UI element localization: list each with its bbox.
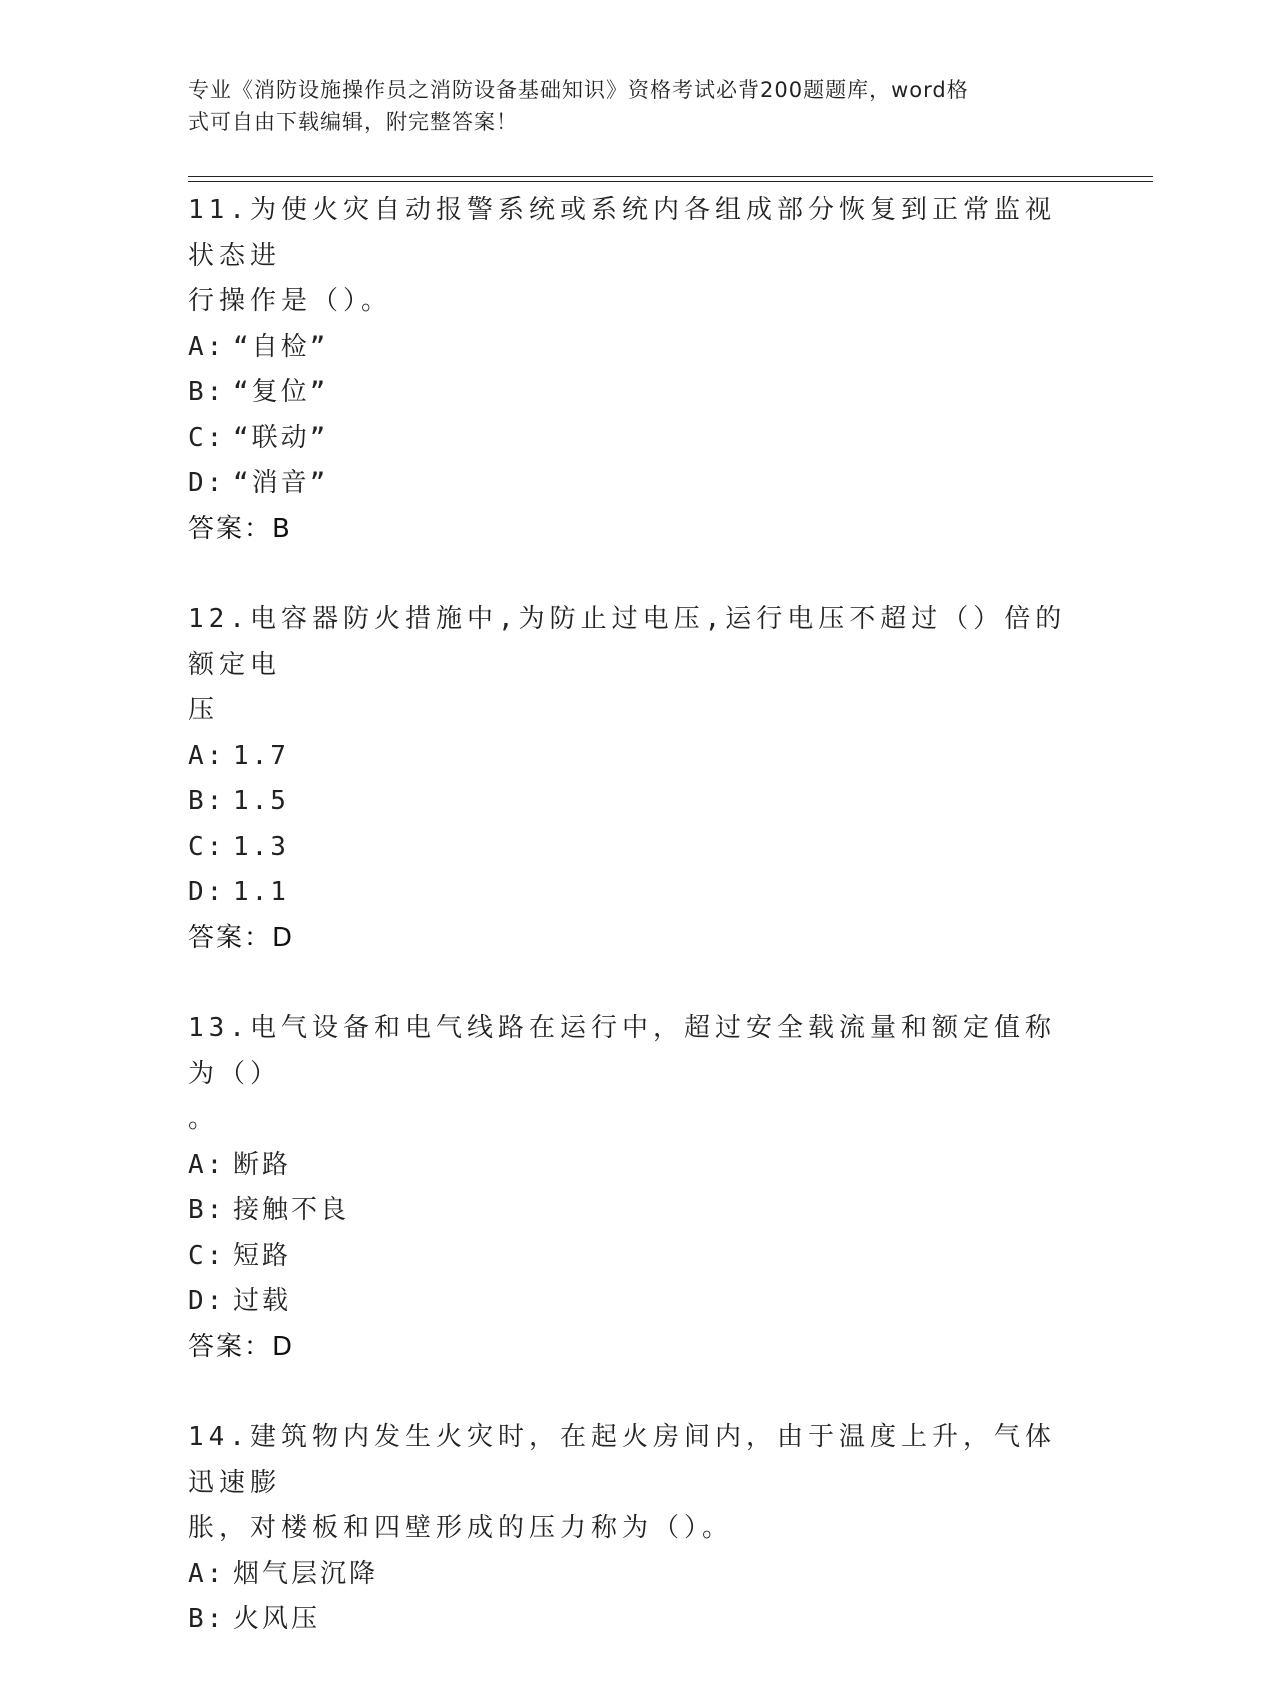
document-header (188, 74, 1088, 138)
question-stem-line-1: 11.为使火灾自动报警系统或系统内各组成部分恢复到正常监视状态进 (188, 195, 1056, 271)
option-text: “消音” (233, 468, 329, 498)
header-line-2: 式可自由下载编辑，附完整答案！ (188, 110, 518, 134)
option-a (188, 734, 1088, 780)
question-stem-line-1: 13.电气设备和电气线路在运行中，超过安全载流量和额定值称为（） (188, 1013, 1056, 1089)
option-label: A: (188, 1558, 226, 1589)
option-label: D: (188, 468, 226, 498)
option-label: A: (188, 740, 226, 771)
option-a (188, 1143, 1088, 1189)
option-b (188, 1597, 1088, 1643)
option-text: 断路 (233, 1149, 292, 1180)
option-c (188, 825, 1088, 871)
question-stem-line-2: 行操作是（）。 (188, 286, 393, 316)
question-stem-line-2: 。 (188, 1104, 220, 1134)
option-text: 火风压 (233, 1604, 321, 1634)
option-a (188, 325, 1088, 371)
option-label: D: (188, 877, 226, 907)
option-d (188, 1279, 1088, 1325)
question-stem-line-1: 14.建筑物内发生火灾时，在起火房间内，由于温度上升，气体迅速膨 (188, 1422, 1056, 1498)
answer-line: 答案：D (188, 922, 295, 953)
option-label: C: (188, 422, 226, 453)
option-label: C: (188, 831, 226, 862)
question-stem-line-2: 胀，对楼板和四壁形成的压力称为（）。 (188, 1513, 734, 1543)
option-text: 接触不良 (233, 1195, 350, 1225)
question-14 (188, 1415, 1088, 1643)
option-label: A: (188, 331, 226, 362)
option-c (188, 416, 1088, 462)
option-label: B: (188, 1195, 226, 1225)
question-stem-line-1: 12.电容器防火措施中,为防止过电压,运行电压不超过（）倍的额定电 (188, 604, 1067, 680)
question-stem (188, 597, 1078, 734)
option-text: 过载 (233, 1286, 292, 1316)
option-a (188, 1552, 1088, 1598)
question-12 (188, 597, 1088, 961)
option-d (188, 461, 1088, 507)
header-divider-top (188, 176, 1153, 177)
option-d (188, 870, 1088, 916)
option-text: 1.1 (233, 877, 289, 907)
option-label: C: (188, 1240, 226, 1271)
option-label: A: (188, 1149, 226, 1180)
option-text: “复位” (233, 377, 329, 407)
question-stem (188, 1006, 1078, 1143)
option-text: 烟气层沉降 (233, 1558, 379, 1589)
question-stem (188, 188, 1078, 325)
question-list (188, 188, 1088, 1688)
answer-line: 答案：D (188, 1331, 295, 1362)
answer-line: 答案：B (188, 513, 292, 544)
option-text: 短路 (233, 1240, 292, 1271)
option-text: “联动” (233, 422, 329, 453)
option-label: D: (188, 1286, 226, 1316)
option-b (188, 370, 1088, 416)
option-b (188, 1188, 1088, 1234)
header-divider-bottom (188, 181, 1153, 182)
question-stem (188, 1415, 1078, 1552)
option-label: B: (188, 1604, 226, 1634)
option-text: 1.3 (233, 831, 289, 862)
option-label: B: (188, 377, 226, 407)
option-text: “自检” (233, 331, 329, 362)
option-c (188, 1234, 1088, 1280)
option-b (188, 779, 1088, 825)
question-13 (188, 1006, 1088, 1370)
header-line-1: 专业《消防设施操作员之消防设备基础知识》资格考试必背200题题库，word格 (188, 78, 969, 102)
option-text: 1.7 (233, 740, 289, 771)
question-11 (188, 188, 1088, 552)
option-text: 1.5 (233, 786, 289, 816)
option-label: B: (188, 786, 226, 816)
question-stem-line-2: 压 (188, 695, 220, 725)
